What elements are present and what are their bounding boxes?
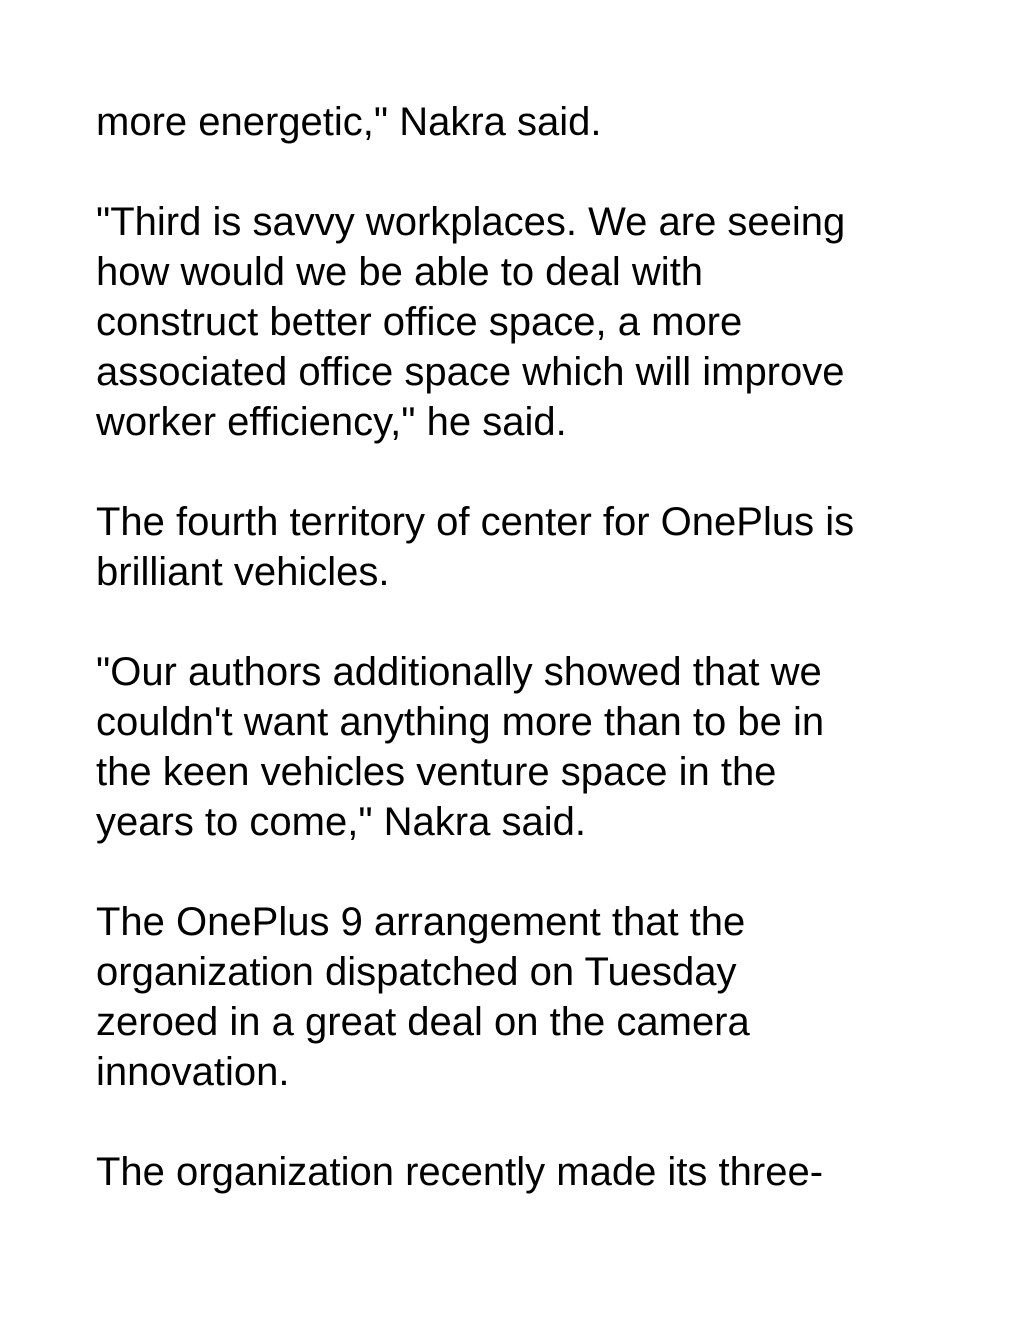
paragraph-gap [96, 597, 956, 647]
paragraph: "Third is savvy workplaces. We are seeing how would we be able to deal with construct better office space, a more associated office space which will improve worker efficiency," he said. [96, 200, 846, 444]
paragraph-gap [96, 447, 956, 497]
paragraph: "Our authors additionally showed that we couldn't want anything more than to be in the keen vehicles venture space in the years to come," Nakra said. [96, 650, 825, 844]
paragraph-gap [96, 847, 956, 897]
paragraph-gap [96, 1097, 956, 1147]
document-page [96, 97, 956, 1197]
paragraph: The OnePlus 9 arrangement that the organization dispatched on Tuesday zeroed in a great deal on the camera innovation. [96, 900, 750, 1094]
paragraph-gap [96, 147, 956, 197]
paragraph: The fourth territory of center for OnePlus is brilliant vehicles. [96, 500, 855, 594]
paragraph: more energetic," Nakra said. [96, 100, 602, 144]
paragraph: The organization recently made its three- [96, 1150, 824, 1194]
